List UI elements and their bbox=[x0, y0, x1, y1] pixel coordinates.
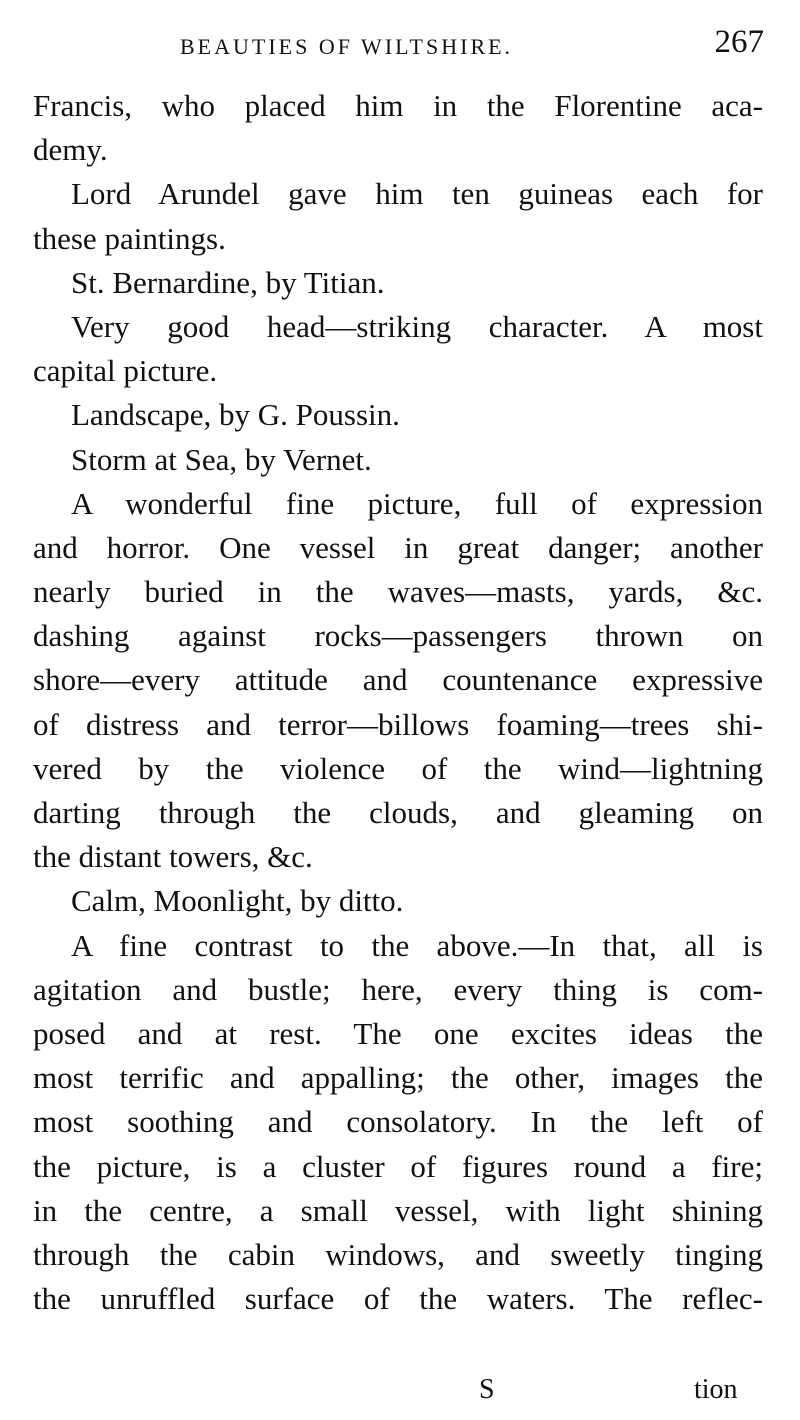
text-line: Lord Arundel gave him ten guineas each for bbox=[71, 176, 763, 212]
text-line: through the cabin windows, and sweetly tinging bbox=[33, 1236, 763, 1272]
text-line: Landscape, by G. Poussin. bbox=[71, 397, 400, 433]
text-line: these paintings. bbox=[33, 220, 226, 256]
text-line: shore—every attitude and countenance expressive bbox=[33, 662, 763, 698]
text-line: agitation and bustle; here, every thing is com- bbox=[33, 971, 763, 1007]
text-line: demy. bbox=[33, 132, 108, 168]
text-line: vered by the violence of the wind—lightning bbox=[33, 750, 763, 786]
text-line: posed and at rest. The one excites ideas the bbox=[33, 1015, 763, 1051]
signature-mark: S bbox=[479, 1374, 495, 1405]
text-line: darting through the clouds, and gleaming on bbox=[33, 795, 763, 830]
text-line: most soothing and consolatory. In the left of bbox=[33, 1104, 763, 1140]
page-body-text bbox=[33, 84, 763, 1321]
page-footer bbox=[0, 1374, 800, 1414]
text-line: the unruffled surface of the waters. The reflec- bbox=[33, 1281, 763, 1317]
text-line: Storm at Sea, by Vernet. bbox=[71, 441, 372, 477]
text-line: and horror. One vessel in great danger; another bbox=[33, 529, 763, 565]
text-line: A wonderful fine picture, full of expression bbox=[71, 485, 763, 521]
page-number: 267 bbox=[714, 24, 764, 60]
text-line: Very good head—striking character. A most bbox=[71, 308, 763, 344]
text-line: Calm, Moonlight, by ditto. bbox=[71, 883, 404, 919]
text-line: most terrific and appalling; the other, images the bbox=[33, 1060, 763, 1096]
text-line: in the centre, a small vessel, with light shining bbox=[33, 1192, 763, 1228]
text-line: nearly buried in the waves—masts, yards, &c. bbox=[33, 574, 763, 610]
text-line: capital picture. bbox=[33, 353, 218, 389]
text-line: A fine contrast to the above.—In that, all is bbox=[71, 927, 763, 963]
running-title: BEAUTIES OF WILTSHIRE. bbox=[180, 34, 514, 59]
text-line: of distress and terror—billows foaming—trees shi- bbox=[33, 706, 763, 742]
catchword: tion bbox=[694, 1374, 738, 1405]
text-line: the picture, is a cluster of figures round a fire; bbox=[33, 1148, 763, 1184]
text-line: St. Bernardine, by Titian. bbox=[71, 264, 385, 300]
text-line: dashing against rocks—passengers thrown on bbox=[33, 618, 763, 654]
text-line: Francis, who placed him in the Florentine aca- bbox=[33, 88, 763, 123]
text-line: the distant towers, &c. bbox=[33, 839, 313, 875]
